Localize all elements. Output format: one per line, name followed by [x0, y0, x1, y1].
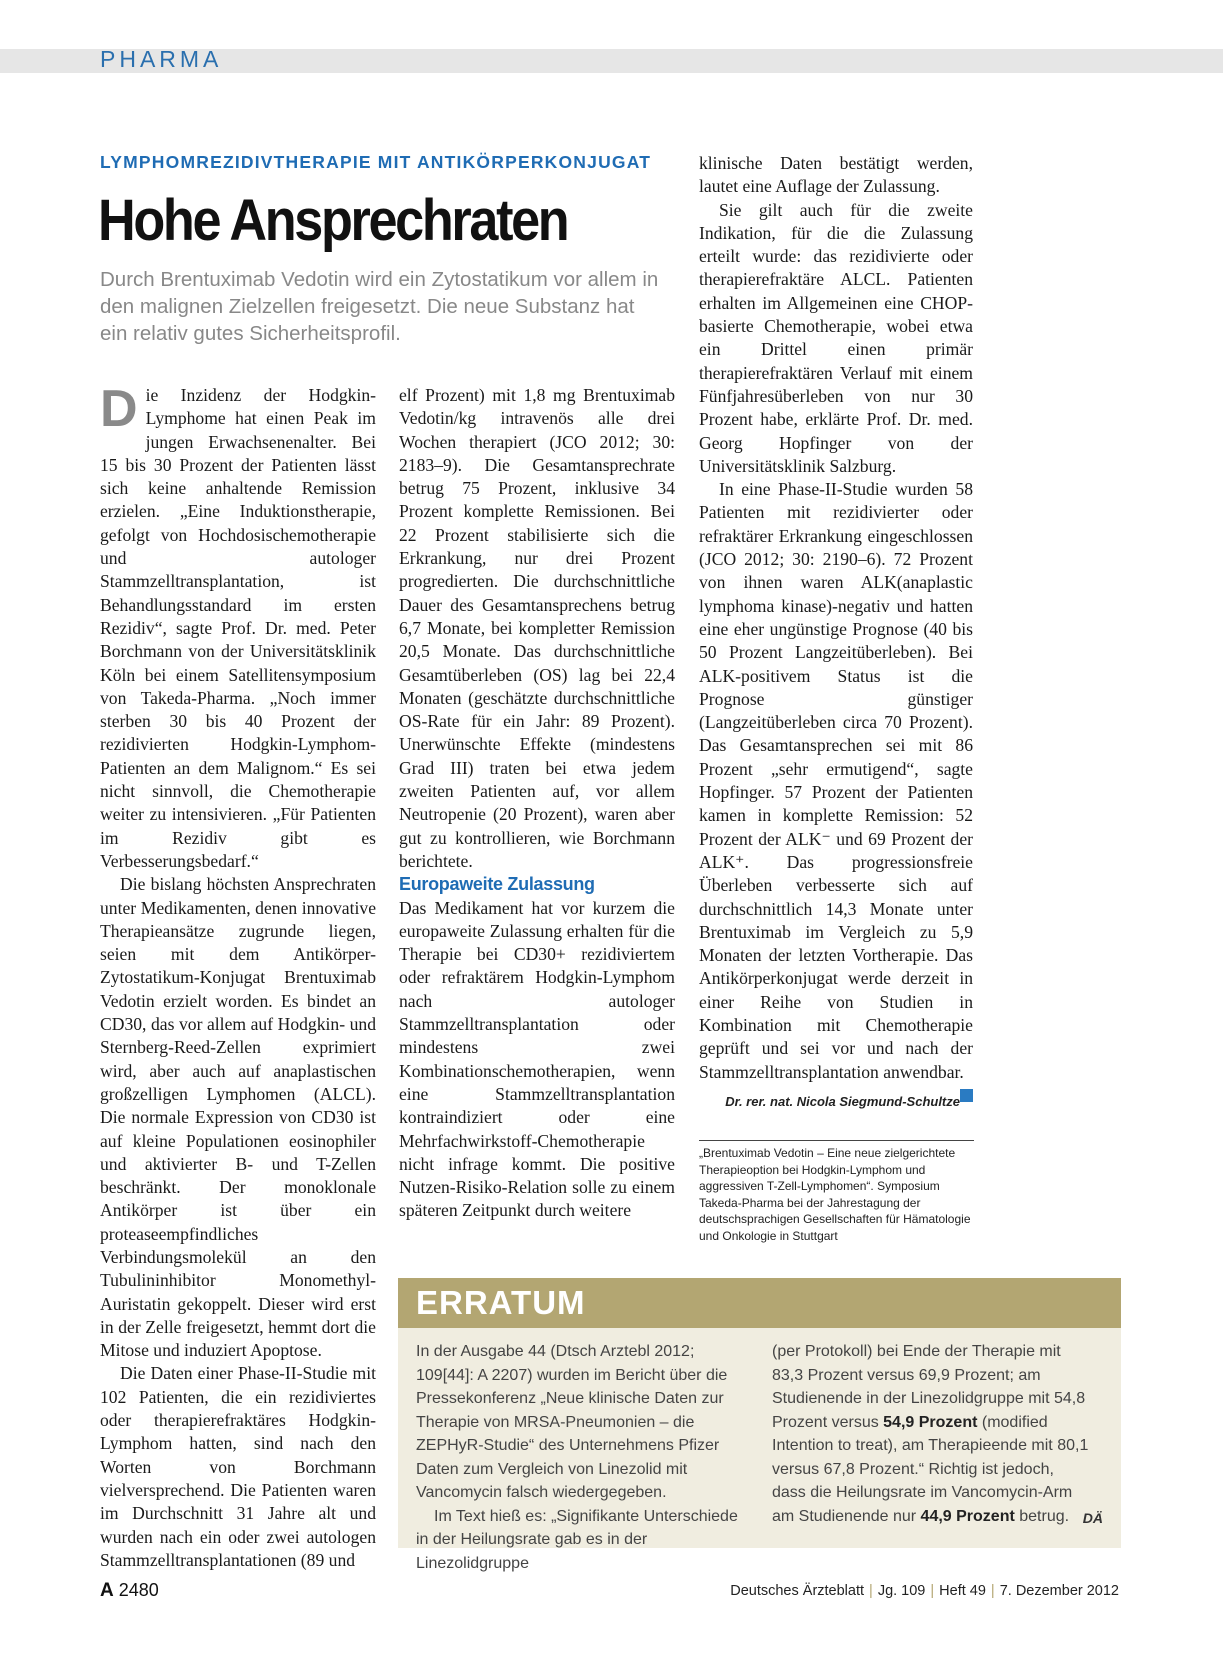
end-mark-icon [960, 1089, 973, 1102]
article-title: Hohe Ansprechraten [98, 188, 568, 253]
paragraph: Die Daten einer Phase-II-Studie mit 102 Patienten, die ein rezidiviertes oder therapierefraktäres Hodgkin-Lymphom hatten, sind nach den Worten von Borchmann vielversprechend. Die Patienten waren im Durchschnitt 31 Jahre alt und wurden nach ein oder zwei autologen Stammzelltransplantationen (89 und [100, 1363, 376, 1570]
erratum-title: ERRATUM [416, 1284, 586, 1321]
article-column-2 [399, 384, 675, 1223]
author-byline: Dr. rer. nat. Nicola Siegmund-Schultze [725, 1093, 960, 1109]
article-column-3 [699, 152, 973, 1113]
paragraph: elf Prozent) mit 1,8 mg Brentuximab Vedotin/kg intravenös alle drei Wochen therapiert (JCO 2012; 30: 2183–9). Die Gesamtansprechrate betrug 75 Prozent, inklusive 34 Prozent komplette Remissionen. Bei 22 Prozent stabilisierte sich die Erkrankung, nur drei Prozent progredierten. Die durchschnittliche Dauer des Gesamtansprechens betrug 6,7 Monate, bei kompletter Remission 20,5 Monate. Das durchschnittliche Gesamtüberleben (OS) lag bei 22,4 Monaten (geschätzte durchschnittliche OS-Rate für ein Jahr: 89 Prozent). Unerwünschte Effekte (mindestens Grad III) traten bei etwa jedem zweiten Patienten auf, vor allem Neutropenie (20 Prozent), waren aber gut zu kontrollieren, wie Borchmann berichtete. [399, 385, 675, 871]
journal-volume: Jg. 109 [877, 1583, 926, 1599]
paragraph: Die bislang höchsten Ansprechraten unter Medikamenten, denen innovative Therapieansätze zugrunde liegen, seien mit dem Antikörper-Zytostatikum-Konjugat Brentuximab Vedotin erzielt worden. Es bindet an CD30, das vor allem auf Hodgkin- und Sternberg-Reed-Zellen exprimiert wird, aber auch auf anaplastischen großzelligen Lymphomen (ALCL). Die normale Expression von CD30 ist auf kleine Populationen eosinophiler und aktivierter B- und T-Zellen beschränkt. Der monoklonale Antikörper ist über ein proteaseempfindliches Verbindungsmolekül an den Tubulininhibitor Monomethyl-Auristatin gekoppelt. Dieser wird erst in der Zelle freigesetzt, hemmt dort die Mitose und induziert Apoptose. [100, 874, 376, 1361]
drop-cap: D [100, 380, 138, 438]
paragraph: In eine Phase-II-Studie wurden 58 Patienten mit rezidivierter oder refraktärer Erkrankung eingeschlossen (JCO 2012; 30: 2190–6). 72 Prozent von ihnen waren ALK(anaplastic lymphoma kinase)-negativ und hatten eine eher ungünstige Prognose (40 bis 50 Prozent Langzeitüberleben). Bei ALK-positivem Status ist die Prognose günstiger (Langzeitüberleben circa 70 Prozent). Das Gesamtansprechen sei mit 86 Prozent „sehr ermutigend“, sagte Hopfinger. 57 Prozent der Patienten kamen in komplette Remission: 52 Prozent der ALK⁻ und 69 Prozent der ALK⁺. Das progressionsfreie Überleben verbesserte sich auf durchschnittlich 14,3 Monate unter Brentuximab im Vergleich zu 5,9 Monaten der letzten Vortherapie. Das Antikörperkonjugat werde derzeit in einer Reihe von Studien in Kombination mit Chemotherapie geprüft und sei vor und nach der Stammzelltransplantation anwendbar. [699, 478, 973, 1084]
article-lead: Durch Brentuximab Vedotin wird ein Zytostatikum vor allem in den malignen Zielzellen freigesetzt. Die neue Substanz hat ein relativ gutes Sicherheitsprofil. [100, 268, 659, 345]
journal-footer: Deutsches Ärzteblatt | Jg. 109 | Heft 49 | 7. Dezember 2012 [730, 1583, 1119, 1599]
journal-date: 7. Dezember 2012 [999, 1583, 1119, 1599]
source-footnote: „Brentuximab Vedotin – Eine neue zielgerichtete Therapieoption bei Hodgkin-Lymphom und aggressiven T-Zell-Lymphomen“. Symposium Takeda-Pharma bei der Jahrestagung der deutschsprachigen Gesellschaften für Hämatologie und Onkologie in Stuttgart [699, 1140, 974, 1244]
journal-name: Deutsches Ärzteblatt [730, 1583, 865, 1599]
page-number: A 2480 [100, 1580, 159, 1601]
erratum-header [398, 1278, 1121, 1328]
paragraph: Das Medikament hat vor kurzem die europaweite Zulassung erhalten für die Therapie bei CD30+ rezidiviertem oder refraktärem Hodgkin-Lymphom nach autologer Stammzelltransplantation oder mindestens zwei Kombinationschemotherapien, wenn eine Stammzelltransplantation kontraindiziert oder eine Mehrfachwirkstoff-Chemotherapie nicht infrage kommt. Die positive Nutzen-Risiko-Relation solle zu einem späteren Zeitpunkt durch weitere [399, 897, 675, 1221]
erratum-box [398, 1278, 1121, 1572]
paragraph: klinische Daten bestätigt werden, lautet eine Auflage der Zulassung. [699, 153, 973, 197]
erratum-paragraph: (per Protokoll) bei Ende der Therapie mit 83,3 Prozent versus 69,9 Prozent; am Studienende in der Linezolidgruppe mit 54,8 Prozent versus 54,9 Prozent (modified Intention to treat), am Therapieende mit 80,1 versus 67,8 Prozent.“ Richtig ist jedoch, dass die Heilungsrate im Vancomycin-Arm am Studienende nur 44,9 Prozent betrug. [772, 1343, 1089, 1525]
erratum-paragraph: In der Ausgabe 44 (Dtsch Arztebl 2012; 109[44]: A 2207) wurden im Bericht über die Pressekonferenz „Neue klinische Daten zur Therapie von MRSA-Pneumonien – die ZEPHyR-Studie“ des Unternehmens Pfizer Daten zum Vergleich von Linezolid mit Vancomycin falsch wiedergegeben. [416, 1343, 728, 1501]
erratum-signature: DÄ [1082, 1510, 1103, 1526]
erratum-column-2 [772, 1340, 1092, 1528]
paragraph: Sie gilt auch für die zweite Indikation, für die die Zulassung erteilt wurde: das rezidivierte oder therapierefraktäre ALCL. Patienten erhalten im Allgemeinen eine CHOP-basierte Chemotherapie, wobei etwa ein Drittel einen primär therapierefraktären Verlauf mit einem Fünfjahresüberleben von nur 30 Prozent habe, erklärte Prof. Dr. med. Georg Hopfinger von der Universitätsklinik Salzburg. [699, 199, 973, 476]
erratum-column-1 [416, 1340, 746, 1575]
subheading: Europaweite Zulassung [399, 874, 595, 895]
paragraph: Die Inzidenz der Hodgkin-Lymphome hat einen Peak im jungen Erwachsenenalter. Bei 15 bis 30 Prozent der Patienten lässt sich keine anhaltende Remission erzielen. „Eine Induktionstherapie, gefolgt von Hochdosischemotherapie und autologer Stammzelltransplantation, ist Behandlungsstandard im ersten Rezidiv“, sagte Prof. Dr. med. Peter Borchmann von der Universitätsklinik Köln bei einem Satellitensymposium von Takeda-Pharma. „Noch immer sterben 30 bis 40 Prozent der rezidivierten Hodgkin-Lymphom-Patienten an dem Malignom.“ Es sei nicht sinnvoll, die Chemotherapie weiter zu intensivieren. „Für Patienten im Rezidiv gibt es Verbesserungsbedarf.“ [100, 380, 376, 871]
article-column-1 [100, 380, 376, 1572]
journal-issue: Heft 49 [939, 1583, 986, 1599]
article-kicker: LYMPHOMREZIDIVTHERAPIE MIT ANTIKÖRPERKONJUGAT [100, 152, 652, 172]
section-label: PHARMA [100, 46, 223, 72]
erratum-paragraph: Im Text hieß es: „Signifikante Unterschiede in der Heilungsrate gab es in der Linezolidgruppe [416, 1507, 738, 1572]
